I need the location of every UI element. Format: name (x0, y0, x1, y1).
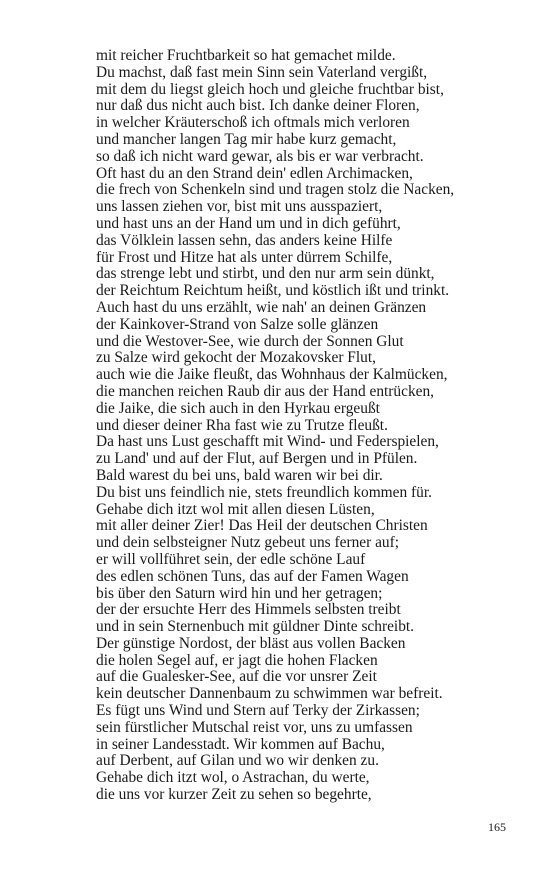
poem-line: der Reichtum Reichtum heißt, und köstlich ißt und trinkt. (96, 282, 450, 300)
poem-line: der Kainkover-Strand von Salze solle glänzen (96, 315, 379, 333)
poem-line: und in sein Sternenbuch mit güldner Dinte schreibt. (96, 618, 415, 636)
poem-line: Oft hast du an den Strand dein' edlen Archimacken, (96, 164, 413, 182)
poem-line: auch wie die Jaike fleußt, das Wohnhaus der Kalmücken, (96, 366, 448, 384)
poem-line: das strenge lebt und stirbt, und den nur arm sein dünkt, (96, 265, 435, 283)
poem-line: kein deutscher Dannenbaum zu schwimmen war befreit. (96, 685, 443, 703)
poem-line: zu Land' und auf der Flut, auf Bergen und in Pfülen. (96, 450, 418, 468)
poem-line: Du bist uns feindlich nie, stets freundlich kommen für. (96, 483, 432, 501)
poem-line: Der günstige Nordost, der bläst aus vollen Backen (96, 634, 406, 652)
poem-line: des edlen schönen Tuns, das auf der Famen Wagen (96, 567, 409, 585)
poem-line: Da hast uns Lust geschafft mit Wind- und Federspielen, (96, 433, 439, 451)
poem-line: in seiner Landesstadt. Wir kommen auf Bachu, (96, 735, 385, 753)
poem-line: für Frost und Hitze hat als unter dürrem Schilfe, (96, 248, 393, 266)
poem-line: sein fürstlicher Mutschal reist vor, uns zu umfassen (96, 718, 413, 736)
poem-line: Gehabe dich itzt wol mit allen diesen Lüsten, (96, 500, 375, 518)
poem-line: Bald warest du bei uns, bald waren wir bei dir. (96, 466, 383, 484)
poem-line: mit dem du liegst gleich hoch und gleiche fruchtbar bist, (96, 80, 444, 98)
poem-line: mit aller deiner Zier! Das Heil der deutschen Christen (96, 517, 428, 535)
poem-line: die uns vor kurzer Zeit zu sehen so begehrte, (96, 786, 372, 804)
poem-line: mit reicher Fruchtbarkeit so hat gemachet milde. (96, 47, 396, 64)
poem-line: und die Westover-See, wie durch der Sonnen Glut (96, 332, 404, 350)
poem-line: die manchen reichen Raub dir aus der Hand entrücken, (96, 382, 435, 400)
poem-line: uns lassen ziehen vor, bist mit uns ausspaziert, (96, 198, 383, 216)
poem-text (96, 48, 516, 804)
poem-line: Es fügt uns Wind und Stern auf Terky der Zirkassen; (96, 702, 420, 720)
poem-line: auf die Gualesker-See, auf die vor unsrer Zeit (96, 668, 377, 686)
poem-line: nur daß dus nicht auch bist. Ich danke deiner Floren, (96, 97, 420, 115)
poem-line: der der ersuchte Herr des Himmels selbsten treibt (96, 601, 401, 619)
poem-line: und dein selbsteigner Nutz gebeut uns ferner auf; (96, 534, 400, 552)
poem-line: in welcher Kräuterschoß ich oftmals mich verloren (96, 114, 410, 132)
poem-line: und mancher langen Tag mir habe kurz gemacht, (96, 130, 397, 148)
poem-line: die Jaike, die sich auch in den Hyrkau ergeußt (96, 399, 380, 417)
poem-line: auf Derbent, auf Gilan und wo wir denken zu. (96, 752, 379, 770)
poem-line: die frech von Schenkeln sind und tragen stolz die Nacken, (96, 181, 455, 199)
poem-line: er will vollführet sein, der edle schöne Lauf (96, 550, 366, 568)
poem-line: Auch hast du uns erzählt, wie nah' an deinen Gränzen (96, 298, 427, 316)
poem-line: das Völklein lassen sehn, das anders keine Hilfe (96, 231, 393, 249)
poem-line: Du machst, daß fast mein Sinn sein Vaterland vergißt, (96, 63, 428, 81)
poem-line: Gehabe dich itzt wol, o Astrachan, du werte, (96, 769, 370, 787)
poem-line: zu Salze wird gekocht der Mozakovsker Flut, (96, 349, 376, 367)
poem-line: die holen Segel auf, er jagt die hohen Flacken (96, 651, 378, 669)
poem-line: so daß ich nicht ward gewar, als bis er war verbracht. (96, 147, 424, 165)
poem-line: und dieser deiner Rha fast wie zu Trutze fleußt. (96, 416, 388, 434)
poem-line: und hast uns an der Hand um und in dich geführt, (96, 214, 401, 232)
poem-line: bis über den Saturn wird hin und her getragen; (96, 584, 383, 602)
page-number: 165 (488, 820, 506, 834)
